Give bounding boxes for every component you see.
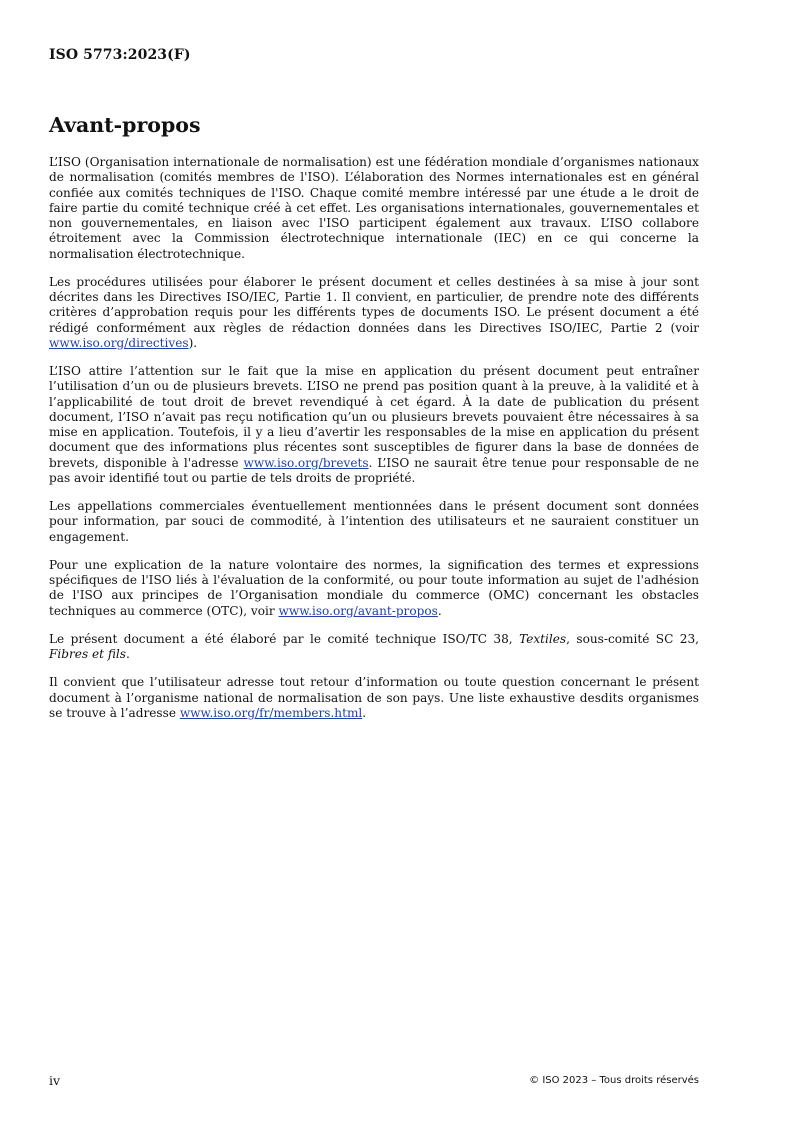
paragraph-text: Le présent document a été élaboré par le comité technique ISO/TC 38, [49,631,520,646]
directives-link[interactable]: www.iso.org/directives [49,335,189,350]
paragraph-procedures [49,275,699,351]
foreword-body [49,155,699,734]
page-title: Avant-propos [49,113,201,137]
members-link[interactable]: www.iso.org/fr/members.html [179,705,363,720]
paragraph-text: , sous-comité SC 23, [566,631,699,646]
paragraph-committee [49,632,699,663]
paragraph-trade-names: Les appellations commerciales éventuellement mentionnées dans le présent document sont données pour information, par souci de commodité, à l’intention des utilisateurs et ne sauraient constituer un engagement. [49,499,699,544]
paragraph-text: . [437,603,442,618]
document-id: ISO 5773:2023(F) [49,47,191,63]
patents-link[interactable]: www.iso.org/brevets [243,455,369,470]
copyright-notice: © ISO 2023 – Tous droits réservés [529,1075,699,1086]
paragraph-feedback [49,675,699,721]
foreword-link[interactable]: www.iso.org/avant-propos [278,603,438,618]
page-number: iv [49,1073,61,1088]
paragraph-text: . L’ISO ne saurait être tenue pour responsable de ne pas avoir identifié tout ou partie de tels droits de propriété. [49,455,699,485]
paragraph-text: . [126,647,130,661]
subcommittee-name: Fibres et fils [49,647,126,661]
paragraph-text: . [362,705,367,720]
paragraph-text: ). [188,335,198,350]
paragraph-patents [49,364,699,486]
paragraph-text: L’ISO attire l’attention sur le fait que la mise en application du présent document peut entraîner l’utilisation d’un ou de plusieurs brevets. L’ISO ne prend pas position quant à la preuve, à la validité et à l’applicabilité de tout droit de brevet revendiqué à cet égard. À la date de publication du présent document, l’ISO n’avait pas reçu notification qu’un ou plusieurs brevets pouvaient être nécessaires à sa mise en application. Toutefois, il y a lieu d’avertir les responsables de la mise en application du présent document que des informations plus récentes sont susceptibles de figurer dans la base de données de brevets, disponible à l'adresse [49,364,699,470]
paragraph-voluntary-nature [49,558,699,619]
committee-name: Textiles [519,631,567,646]
paragraph-text: Il convient que l’utilisateur adresse tout retour d’information ou toute question concernant le présent document à l’organisme national de normalisation de son pays. Une liste exhaustive desdits organismes se trouve à l’adresse [49,675,699,720]
paragraph-text: Pour une explication de la nature volontaire des normes, la signification des termes et expressions spécifiques de l'ISO liés à l'évaluation de la conformité, ou pour toute information au sujet de l'adhésion de l'ISO aux principes de l’Organisation mondiale du commerce (OMC) concernant les obstacles techniques au commerce (OTC), voir [49,557,699,618]
paragraph-text: Les procédures utilisées pour élaborer le présent document et celles destinées à sa mise à jour sont décrites dans les Directives ISO/IEC, Partie 1. Il convient, en particulier, de prendre note des différents critères d’approbation requis pour les différents types de documents ISO. Le présent document a été rédigé conformément aux règles de rédaction données dans les Directives ISO/IEC, Partie 2 (voir [49,274,699,335]
paragraph-iso-intro: L’ISO (Organisation internationale de normalisation) est une fédération mondiale d’organismes nationaux de normalisation (comités membres de l'ISO). L’élaboration des Normes internationales est en général confiée aux comités techniques de l'ISO. Chaque comité membre intéressé par une étude a le droit de faire partie du comité technique créé à cet effet. Les organisations internationales, gouvernementales et non gouvernementales, en liaison avec l'ISO participent également aux travaux. L’ISO collabore étroitement avec la Commission électrotechnique internationale (IEC) en ce qui concerne la normalisation électrotechnique. [49,155,699,261]
